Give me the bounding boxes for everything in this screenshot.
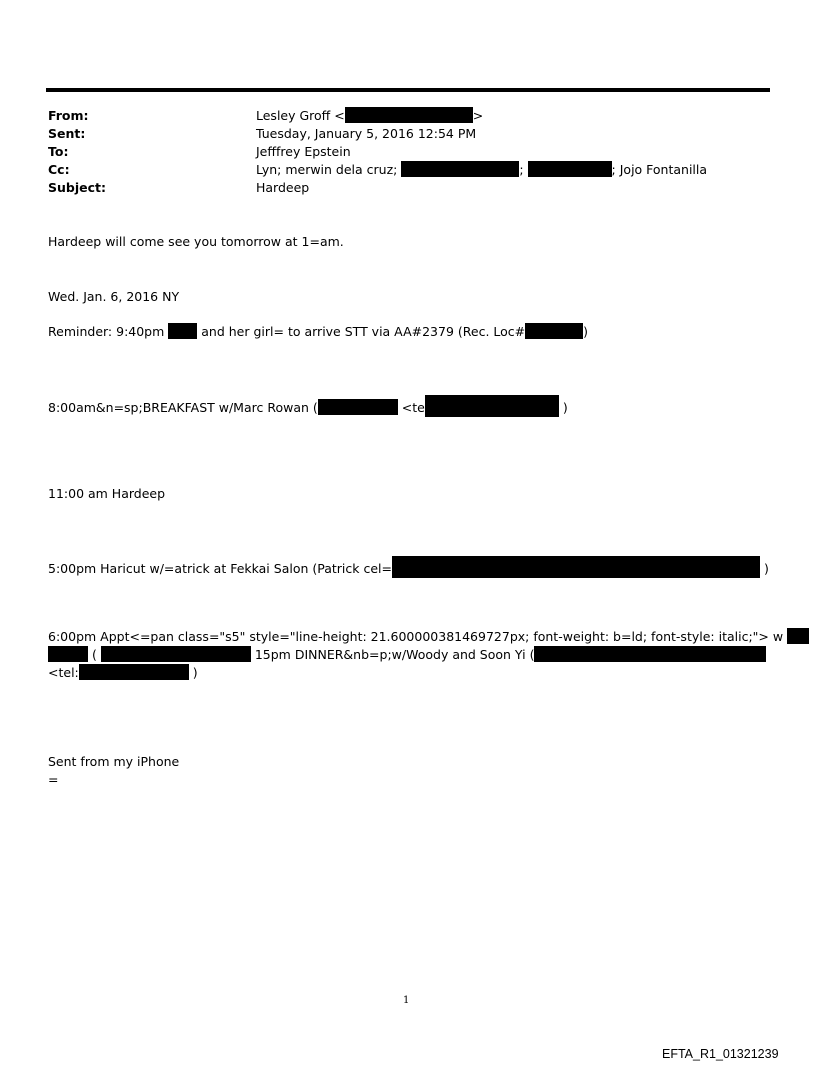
bates-number: EFTA_R1_01321239 <box>662 1047 779 1061</box>
reminder-text-2: and her girl= to arrive STT via AA#2379 (Rec. Loc# <box>201 324 526 339</box>
redaction-box <box>534 646 766 662</box>
to-value: Jefffrey Epstein <box>256 144 351 159</box>
redaction-box <box>101 646 251 662</box>
body-date-line: Wed. Jan. 6, 2016 NY <box>48 289 180 304</box>
cc-sep: ; <box>519 162 524 177</box>
signature-line: Sent from my iPhone <box>48 754 180 769</box>
breakfast-close: ) <box>562 400 568 415</box>
redaction-box <box>318 399 398 415</box>
appt-line-3 <box>48 664 198 682</box>
subject-label: Subject: <box>48 180 106 195</box>
cc-value <box>256 161 707 179</box>
breakfast-text: 8:00am&n=sp;BREAKFAST w/Marc Rowan ( <box>48 400 318 415</box>
redaction-box <box>48 646 88 662</box>
from-label: From: <box>48 108 89 123</box>
haircut-close: ) <box>763 561 769 576</box>
cc-start: Lyn; merwin dela cruz; <box>256 162 398 177</box>
body-line-1: Hardeep will come see you tomorrow at 1=am. <box>48 234 344 249</box>
haircut-line <box>48 556 769 578</box>
redaction-box <box>79 664 189 680</box>
from-name: Lesley Groff < <box>256 108 345 123</box>
redaction-box <box>525 323 583 339</box>
redaction-box <box>168 323 197 339</box>
breakfast-line <box>48 395 568 417</box>
redaction-box <box>425 395 559 417</box>
hardeep-line: 11:00 am Hardeep <box>48 486 166 501</box>
to-label: To: <box>48 144 69 159</box>
appt-line-1 <box>48 628 809 646</box>
appt-tel: <tel: <box>48 665 79 680</box>
breakfast-tel: <te <box>401 400 425 415</box>
appt-line-2 <box>48 646 766 664</box>
appt-paren: ( <box>91 647 97 662</box>
redaction-box <box>528 161 612 177</box>
from-close: > <box>472 108 484 123</box>
appt-text: 6:00pm Appt<=pan class="s5" style="line-height: 21.600000381469727px; font-weight: b=ld; font-style: italic;"> w <box>48 629 784 644</box>
cc-label: Cc: <box>48 162 70 177</box>
redaction-box <box>345 107 473 123</box>
appt-close: ) <box>192 665 198 680</box>
header-rule <box>46 88 770 92</box>
cc-end: ; Jojo Fontanilla <box>611 162 708 177</box>
sent-label: Sent: <box>48 126 86 141</box>
redaction-box <box>787 628 809 644</box>
redaction-box <box>392 556 760 578</box>
page-number: 1 <box>403 995 410 1006</box>
haircut-text: 5:00pm Haricut w/=atrick at Fekkai Salon (Patrick cel= <box>48 561 392 576</box>
redaction-box <box>401 161 519 177</box>
subject-value: Hardeep <box>256 180 310 195</box>
reminder-close: ) <box>583 324 589 339</box>
signature-eq: = <box>48 772 59 787</box>
reminder-line <box>48 323 588 341</box>
sent-value: Tuesday, January 5, 2016 12:54 PM <box>256 126 477 141</box>
reminder-text: Reminder: 9:40pm <box>48 324 165 339</box>
appt-dinner: 15pm DINNER&nb=p;w/Woody and Soon Yi ( <box>254 647 535 662</box>
from-value <box>256 107 483 125</box>
